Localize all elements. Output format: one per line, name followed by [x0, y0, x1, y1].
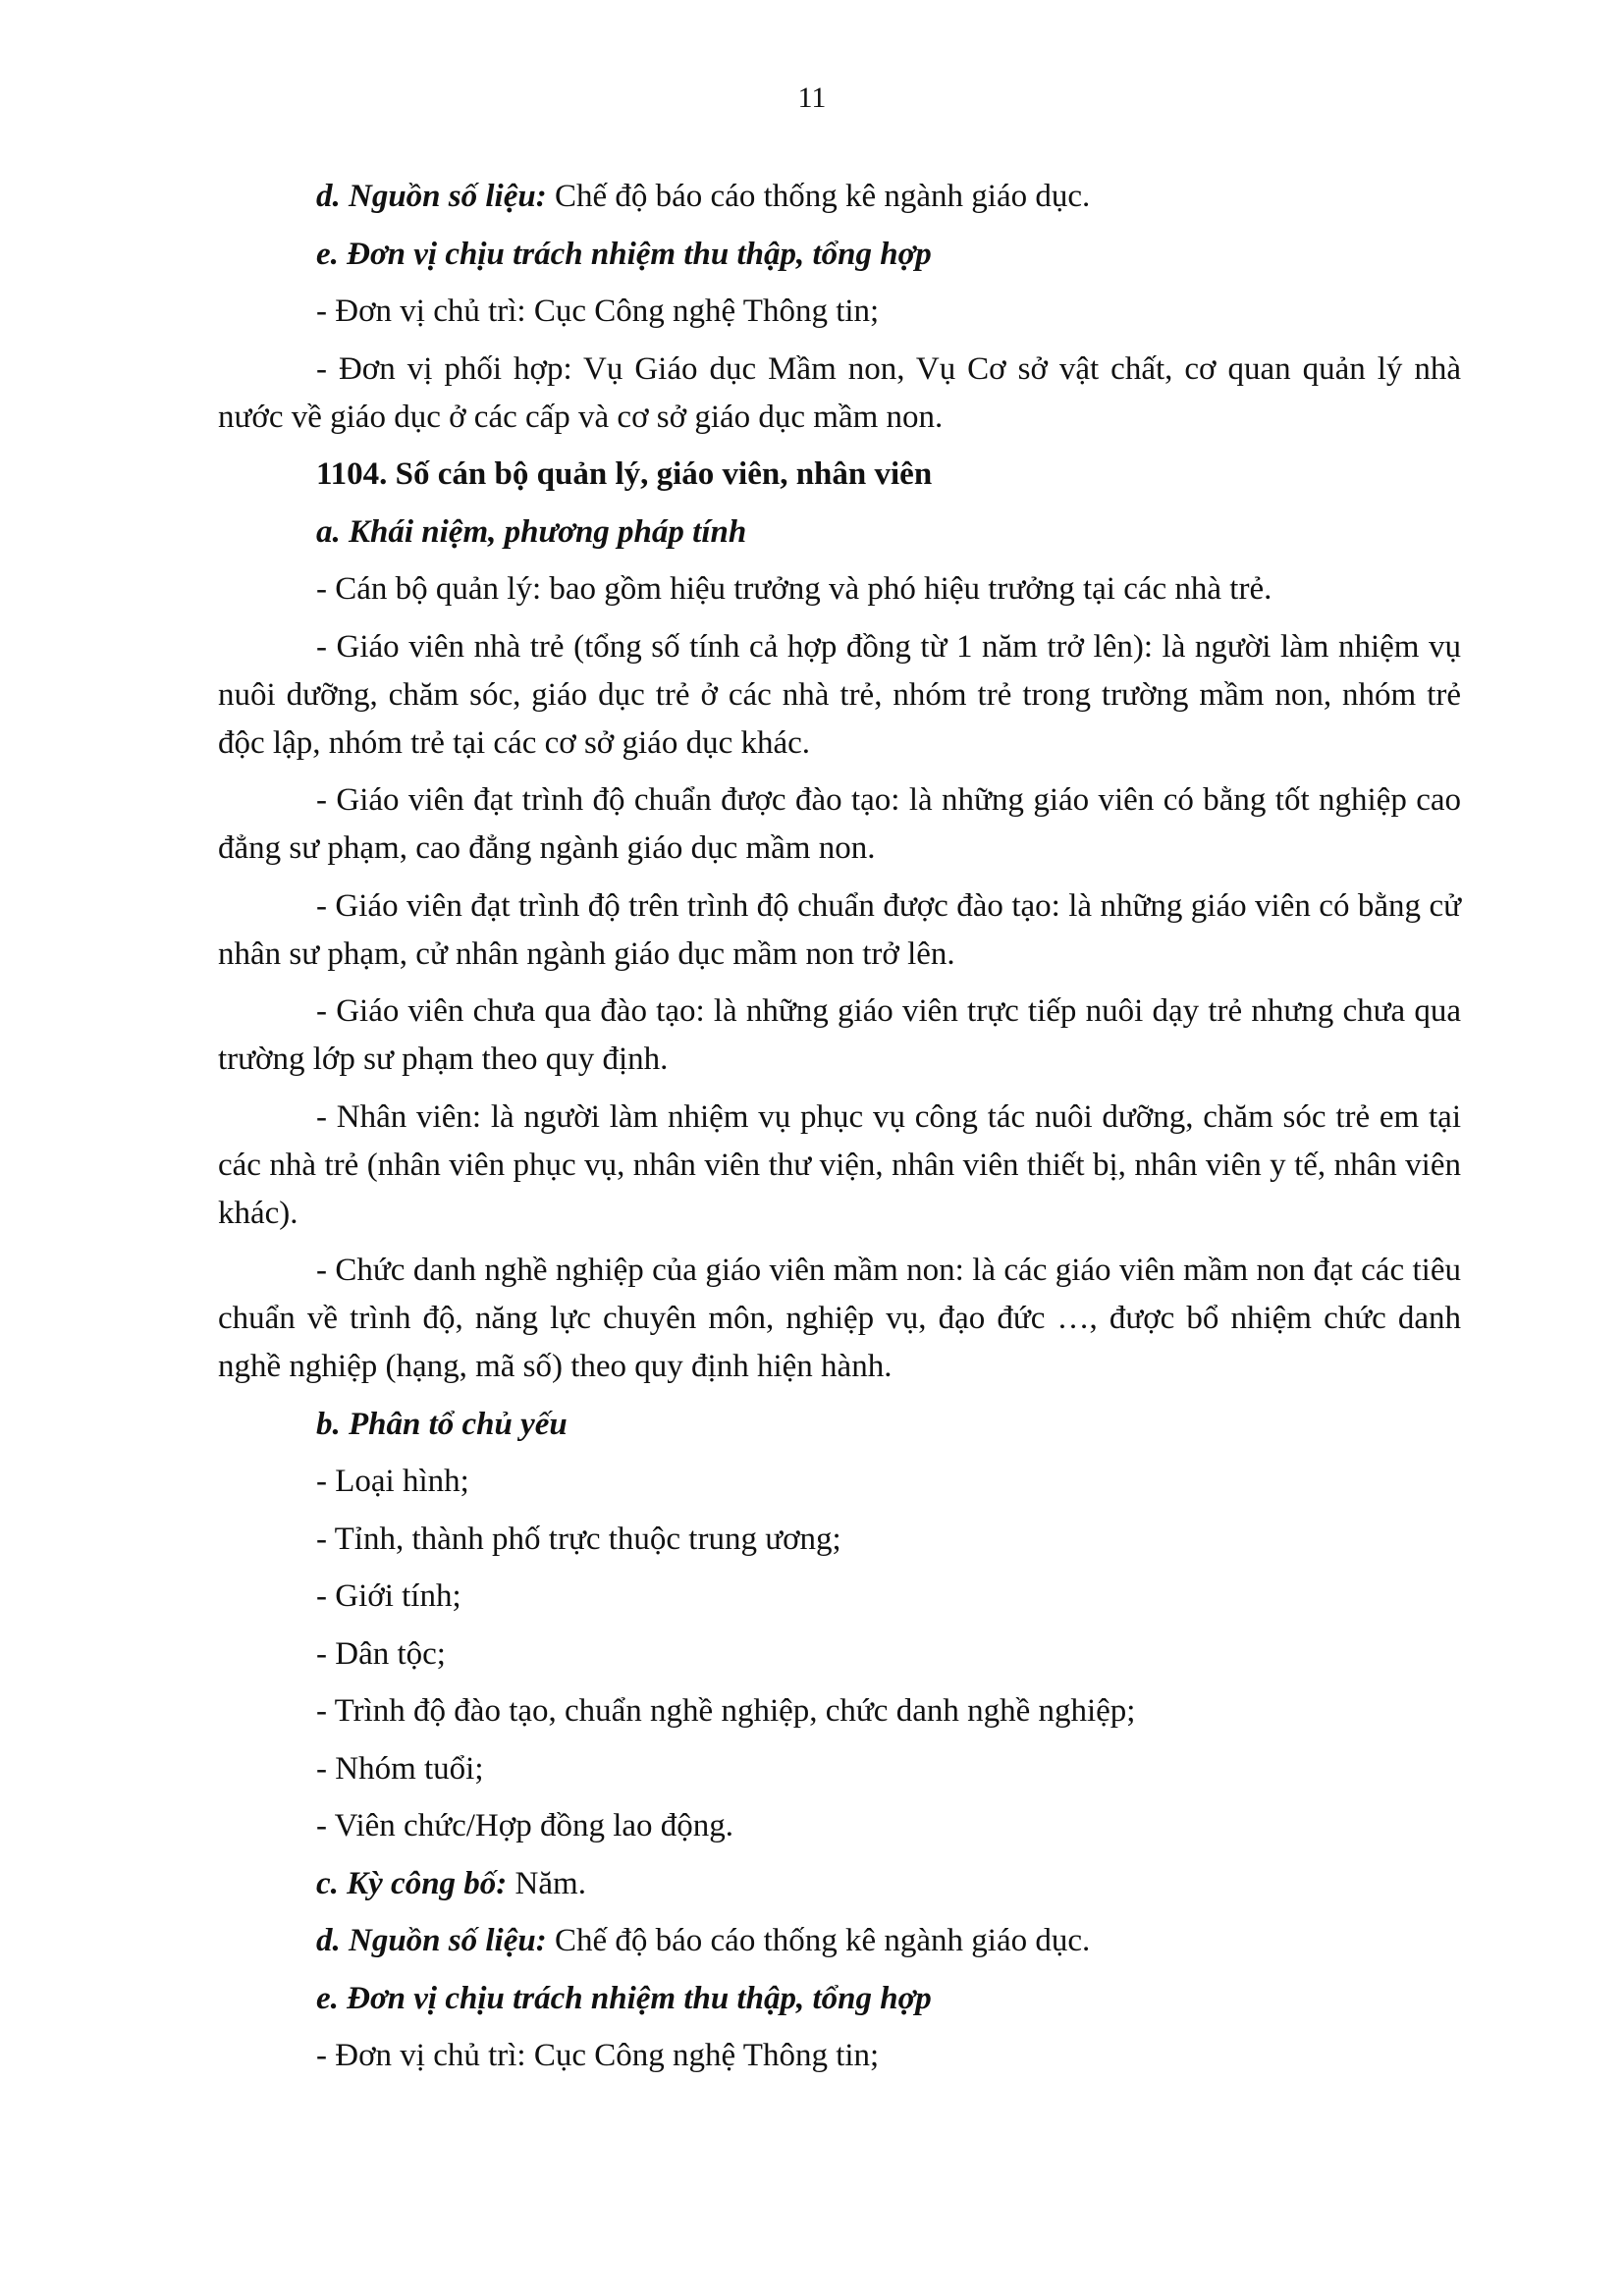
section-label: b. Phân tổ chủ yếu	[316, 1406, 568, 1442]
section-label: d. Nguồn số liệu:	[316, 179, 547, 214]
section-label: c. Kỳ công bố:	[316, 1865, 508, 1901]
document-body	[218, 173, 1461, 2090]
paragraph-text: - Chức danh nghề nghiệp của giáo viên mầm non: là các giáo viên mầm non đạt các tiêu chuẩn về trình độ, năng lực chuyên môn, nghiệp vụ, đạo đức …, được bổ nhiệm chức danh nghề nghiệp (hạng, mã số) theo quy định hiện hành.	[218, 1253, 1461, 1384]
list-item	[218, 1516, 1461, 1564]
paragraph	[218, 882, 1461, 979]
list-item	[218, 1630, 1461, 1679]
paragraph-text: - Giáo viên đạt trình độ chuẩn được đào tạo: là những giáo viên có bằng tốt nghiệp cao đẳng sư phạm, cao đẳng ngành giáo dục mầm non.	[218, 782, 1461, 866]
paragraph	[218, 1917, 1461, 1965]
paragraph-text: - Đơn vị chủ trì: Cục Công nghệ Thông tin;	[316, 294, 880, 329]
paragraph-text: Chế độ báo cáo thống kê ngành giáo dục.	[546, 1923, 1091, 1958]
list-item	[218, 1458, 1461, 1506]
section-label: e. Đơn vị chịu trách nhiệm thu thập, tổng hợp	[316, 236, 932, 272]
paragraph	[218, 1247, 1461, 1391]
paragraph	[218, 1094, 1461, 1238]
paragraph	[218, 173, 1461, 221]
paragraph	[218, 2032, 1461, 2080]
section-label: d. Nguồn số liệu:	[316, 1923, 547, 1958]
page-number: 11	[797, 81, 827, 114]
paragraph-text: - Đơn vị phối hợp: Vụ Giáo dục Mầm non, Vụ Cơ sở vật chất, cơ quan quản lý nhà nước về giáo dục ở các cấp và cơ sở giáo dục mầm non.	[218, 350, 1461, 435]
list-item	[218, 1745, 1461, 1793]
section-label: a. Khái niệm, phương pháp tính	[316, 513, 747, 550]
paragraph-text: - Viên chức/Hợp đồng lao động.	[316, 1808, 734, 1843]
paragraph	[218, 1975, 1461, 2023]
paragraph-text: - Trình độ đào tạo, chuẩn nghề nghiệp, chức danh nghề nghiệp;	[316, 1693, 1136, 1729]
paragraph	[218, 776, 1461, 873]
section-label: e. Đơn vị chịu trách nhiệm thu thập, tổng hợp	[316, 1980, 932, 2016]
paragraph	[218, 508, 1461, 557]
paragraph-text: - Loại hình;	[316, 1464, 469, 1499]
paragraph	[218, 988, 1461, 1084]
list-item	[218, 1687, 1461, 1735]
paragraph	[218, 288, 1461, 336]
paragraph-text: - Cán bộ quản lý: bao gồm hiệu trưởng và phó hiệu trưởng tại các nhà trẻ.	[316, 571, 1272, 607]
paragraph-text: Chế độ báo cáo thống kê ngành giáo dục.	[546, 179, 1091, 214]
paragraph	[218, 346, 1461, 442]
list-item	[218, 1573, 1461, 1621]
paragraph-text: - Giới tính;	[316, 1578, 461, 1614]
paragraph-text: - Giáo viên chưa qua đào tạo: là những giáo viên trực tiếp nuôi dạy trẻ nhưng chưa qua trường lớp sư phạm theo quy định.	[218, 993, 1461, 1077]
paragraph-text: - Dân tộc;	[316, 1635, 446, 1672]
paragraph	[218, 1401, 1461, 1449]
list-item	[218, 1802, 1461, 1850]
paragraph-text: Năm.	[507, 1865, 586, 1901]
paragraph	[218, 1860, 1461, 1908]
paragraph	[218, 565, 1461, 614]
section-heading	[218, 451, 1461, 499]
paragraph-text: - Giáo viên nhà trẻ (tổng số tính cả hợp đồng từ 1 năm trở lên): là người làm nhiệm vụ nuôi dưỡng, chăm sóc, giáo dục trẻ ở các nhà trẻ, nhóm trẻ trong trường mầm non, nhóm trẻ độc lập, nhóm trẻ tại các cơ sở giáo dục khác.	[218, 628, 1461, 761]
paragraph-text: - Nhân viên: là người làm nhiệm vụ phục vụ công tác nuôi dưỡng, chăm sóc trẻ em tại các nhà trẻ (nhân viên phục vụ, nhân viên thư viện, nhân viên thiết bị, nhân viên y tế, nhân viên khác).	[218, 1098, 1461, 1231]
paragraph-text: - Tỉnh, thành phố trực thuộc trung ương;	[316, 1521, 841, 1557]
paragraph	[218, 231, 1461, 279]
paragraph-text: - Đơn vị chủ trì: Cục Công nghệ Thông tin;	[316, 2038, 880, 2073]
paragraph-text: - Nhóm tuổi;	[316, 1750, 484, 1787]
section-heading-text: 1104. Số cán bộ quản lý, giáo viên, nhân viên	[316, 456, 933, 492]
paragraph	[218, 623, 1461, 768]
paragraph-text: - Giáo viên đạt trình độ trên trình độ chuẩn được đào tạo: là những giáo viên có bằng cử nhân sư phạm, cử nhân ngành giáo dục mầm non trở lên.	[218, 887, 1461, 972]
